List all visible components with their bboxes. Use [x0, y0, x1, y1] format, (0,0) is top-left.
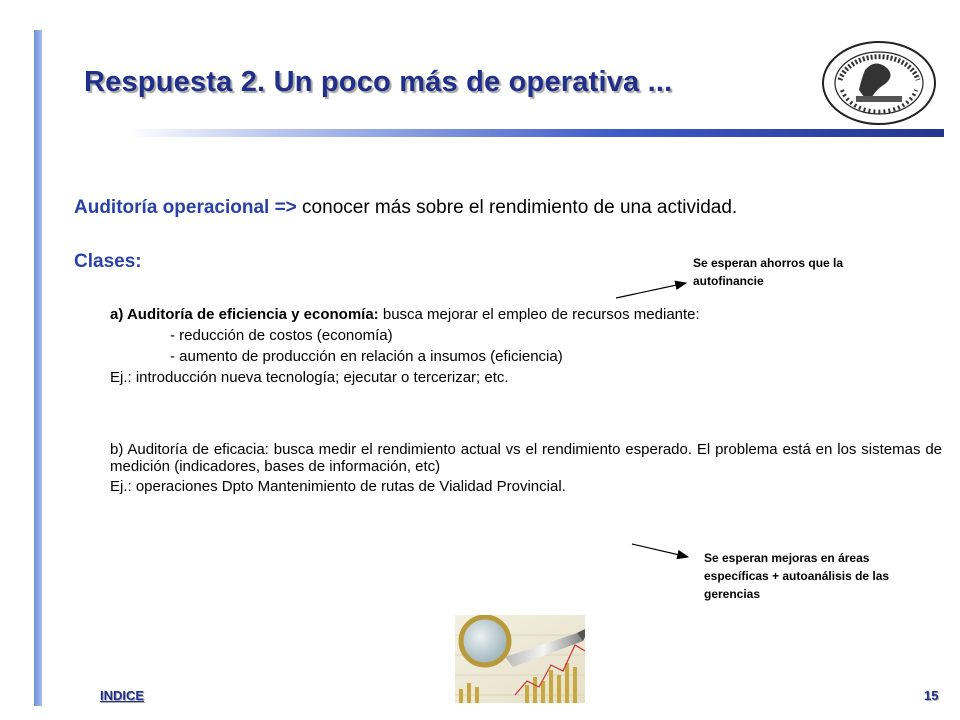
intro-rest: conocer más sobre el rendimiento de una actividad. [296, 197, 738, 218]
note-savings-line-1: Se esperan ahorros que la [693, 256, 844, 270]
note-improvements-line-2: específicas + autoanálisis de las [704, 569, 890, 583]
magnifier-chart-photo [455, 615, 585, 703]
note-improvements-line-1: Se esperan mejoras en áreas [704, 551, 870, 565]
note-savings-line-2: autofinancie [693, 274, 764, 288]
section-a-intro [110, 304, 700, 325]
arrow-to-savings-note [616, 283, 686, 298]
page-number: 15 [924, 688, 939, 703]
section-a-heading: a) Auditoría de eficiencia y economía: [110, 306, 379, 323]
left-accent-bar [34, 30, 42, 706]
arrow-to-improvements-note [632, 544, 688, 557]
section-a-item-2: - aumento de producción en relación a insumos (eficiencia) [170, 348, 563, 365]
indice-link[interactable]: INDICE [100, 688, 145, 703]
section-b-text: busca medir el rendimiento actual vs el rendimiento esperado. El problema está en los sistemas de medición (indicadores, bases de información, etc) [110, 441, 942, 475]
section-b-intro [110, 441, 942, 475]
section-b-example: Ej.: operaciones Dpto Mantenimiento de rutas de Vialidad Provincial. [110, 478, 566, 495]
slide-title: Respuesta 2. Un poco más de operativa ... [84, 66, 673, 98]
intro-term: Auditoría operacional => [74, 197, 297, 218]
clases-label: Clases: [74, 251, 142, 272]
university-seal [820, 40, 938, 126]
section-b-heading: b) Auditoría de eficacia: [110, 441, 269, 458]
title-underline [128, 129, 944, 137]
section-a-item-1: - reducción de costos (economía) [170, 327, 393, 344]
section-a [110, 304, 700, 388]
section-a-text: busca mejorar el empleo de recursos mediante: [378, 306, 700, 323]
note-improvements-line-3: gerencias [704, 587, 761, 601]
note-savings [693, 254, 843, 290]
note-improvements [704, 549, 889, 603]
section-b [110, 441, 942, 495]
section-a-example: Ej.: introducción nueva tecnología; ejecutar o tercerizar; etc. [110, 369, 509, 386]
intro-line [74, 197, 737, 219]
